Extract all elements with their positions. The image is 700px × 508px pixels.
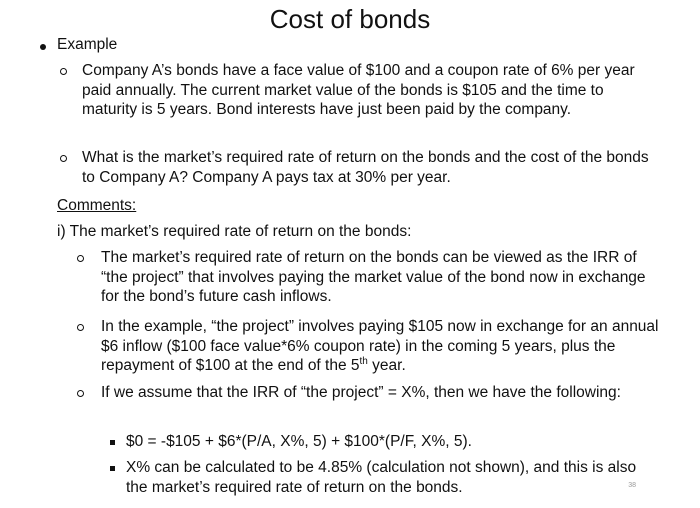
circle-bullet-icon	[77, 324, 84, 331]
circle-bullet-icon	[60, 68, 67, 75]
square-bullet-icon	[110, 466, 115, 471]
section-i-item-3: If we assume that the IRR of “the project” = X%, then we have the following:	[101, 384, 621, 401]
superscript-th: th	[359, 355, 368, 367]
square-bullet-icon	[110, 440, 115, 445]
section-i-item-2-text: In the example, “the project” involves paying $105 now in exchange for an annual $6 inflow ($100 face value*6% coupon rate) in the coming 5 years, plus the repayment of $100 at the end of the 5th year.	[101, 318, 659, 374]
section-i-item-2	[101, 317, 666, 376]
example-label: Example	[57, 36, 118, 53]
example-item-2: What is the market’s required rate of return on the bonds and the cost of the bonds to Company A? Company A pays tax at 30% per year.	[82, 149, 649, 186]
circle-bullet-icon	[60, 155, 67, 162]
comments-label	[57, 196, 136, 216]
bullet-item-2: X% can be calculated to be 4.85% (calculation not shown), and this is also the market’s required rate of return on the bonds.	[126, 459, 637, 496]
circle-bullet-icon	[77, 390, 84, 397]
page-number: 38	[628, 482, 636, 489]
slide-title: Cost of bonds	[269, 4, 431, 34]
example-item-1: Company A’s bonds have a face value of $100 and a coupon rate of 6% per year paid annually. The current market value of the bonds is $105 and the time to maturity is 5 years. Bond interests have just been paid by the company.	[82, 62, 635, 118]
bullet-item-1: $0 = -$105 + $6*(P/A, X%, 5) + $100*(P/F, X%, 5).	[126, 433, 472, 450]
section-i-item-1: The market’s required rate of return on the bonds can be viewed as the IRR of “the project” that involves paying the market value of the bond now in exchange for the bond’s future cash inflows.	[101, 249, 646, 305]
section-i-heading: i) The market’s required rate of return on the bonds:	[57, 223, 412, 240]
circle-bullet-icon	[77, 255, 84, 262]
comments-label-text: Comments:	[57, 197, 137, 214]
bullet-dot-icon	[40, 44, 46, 50]
